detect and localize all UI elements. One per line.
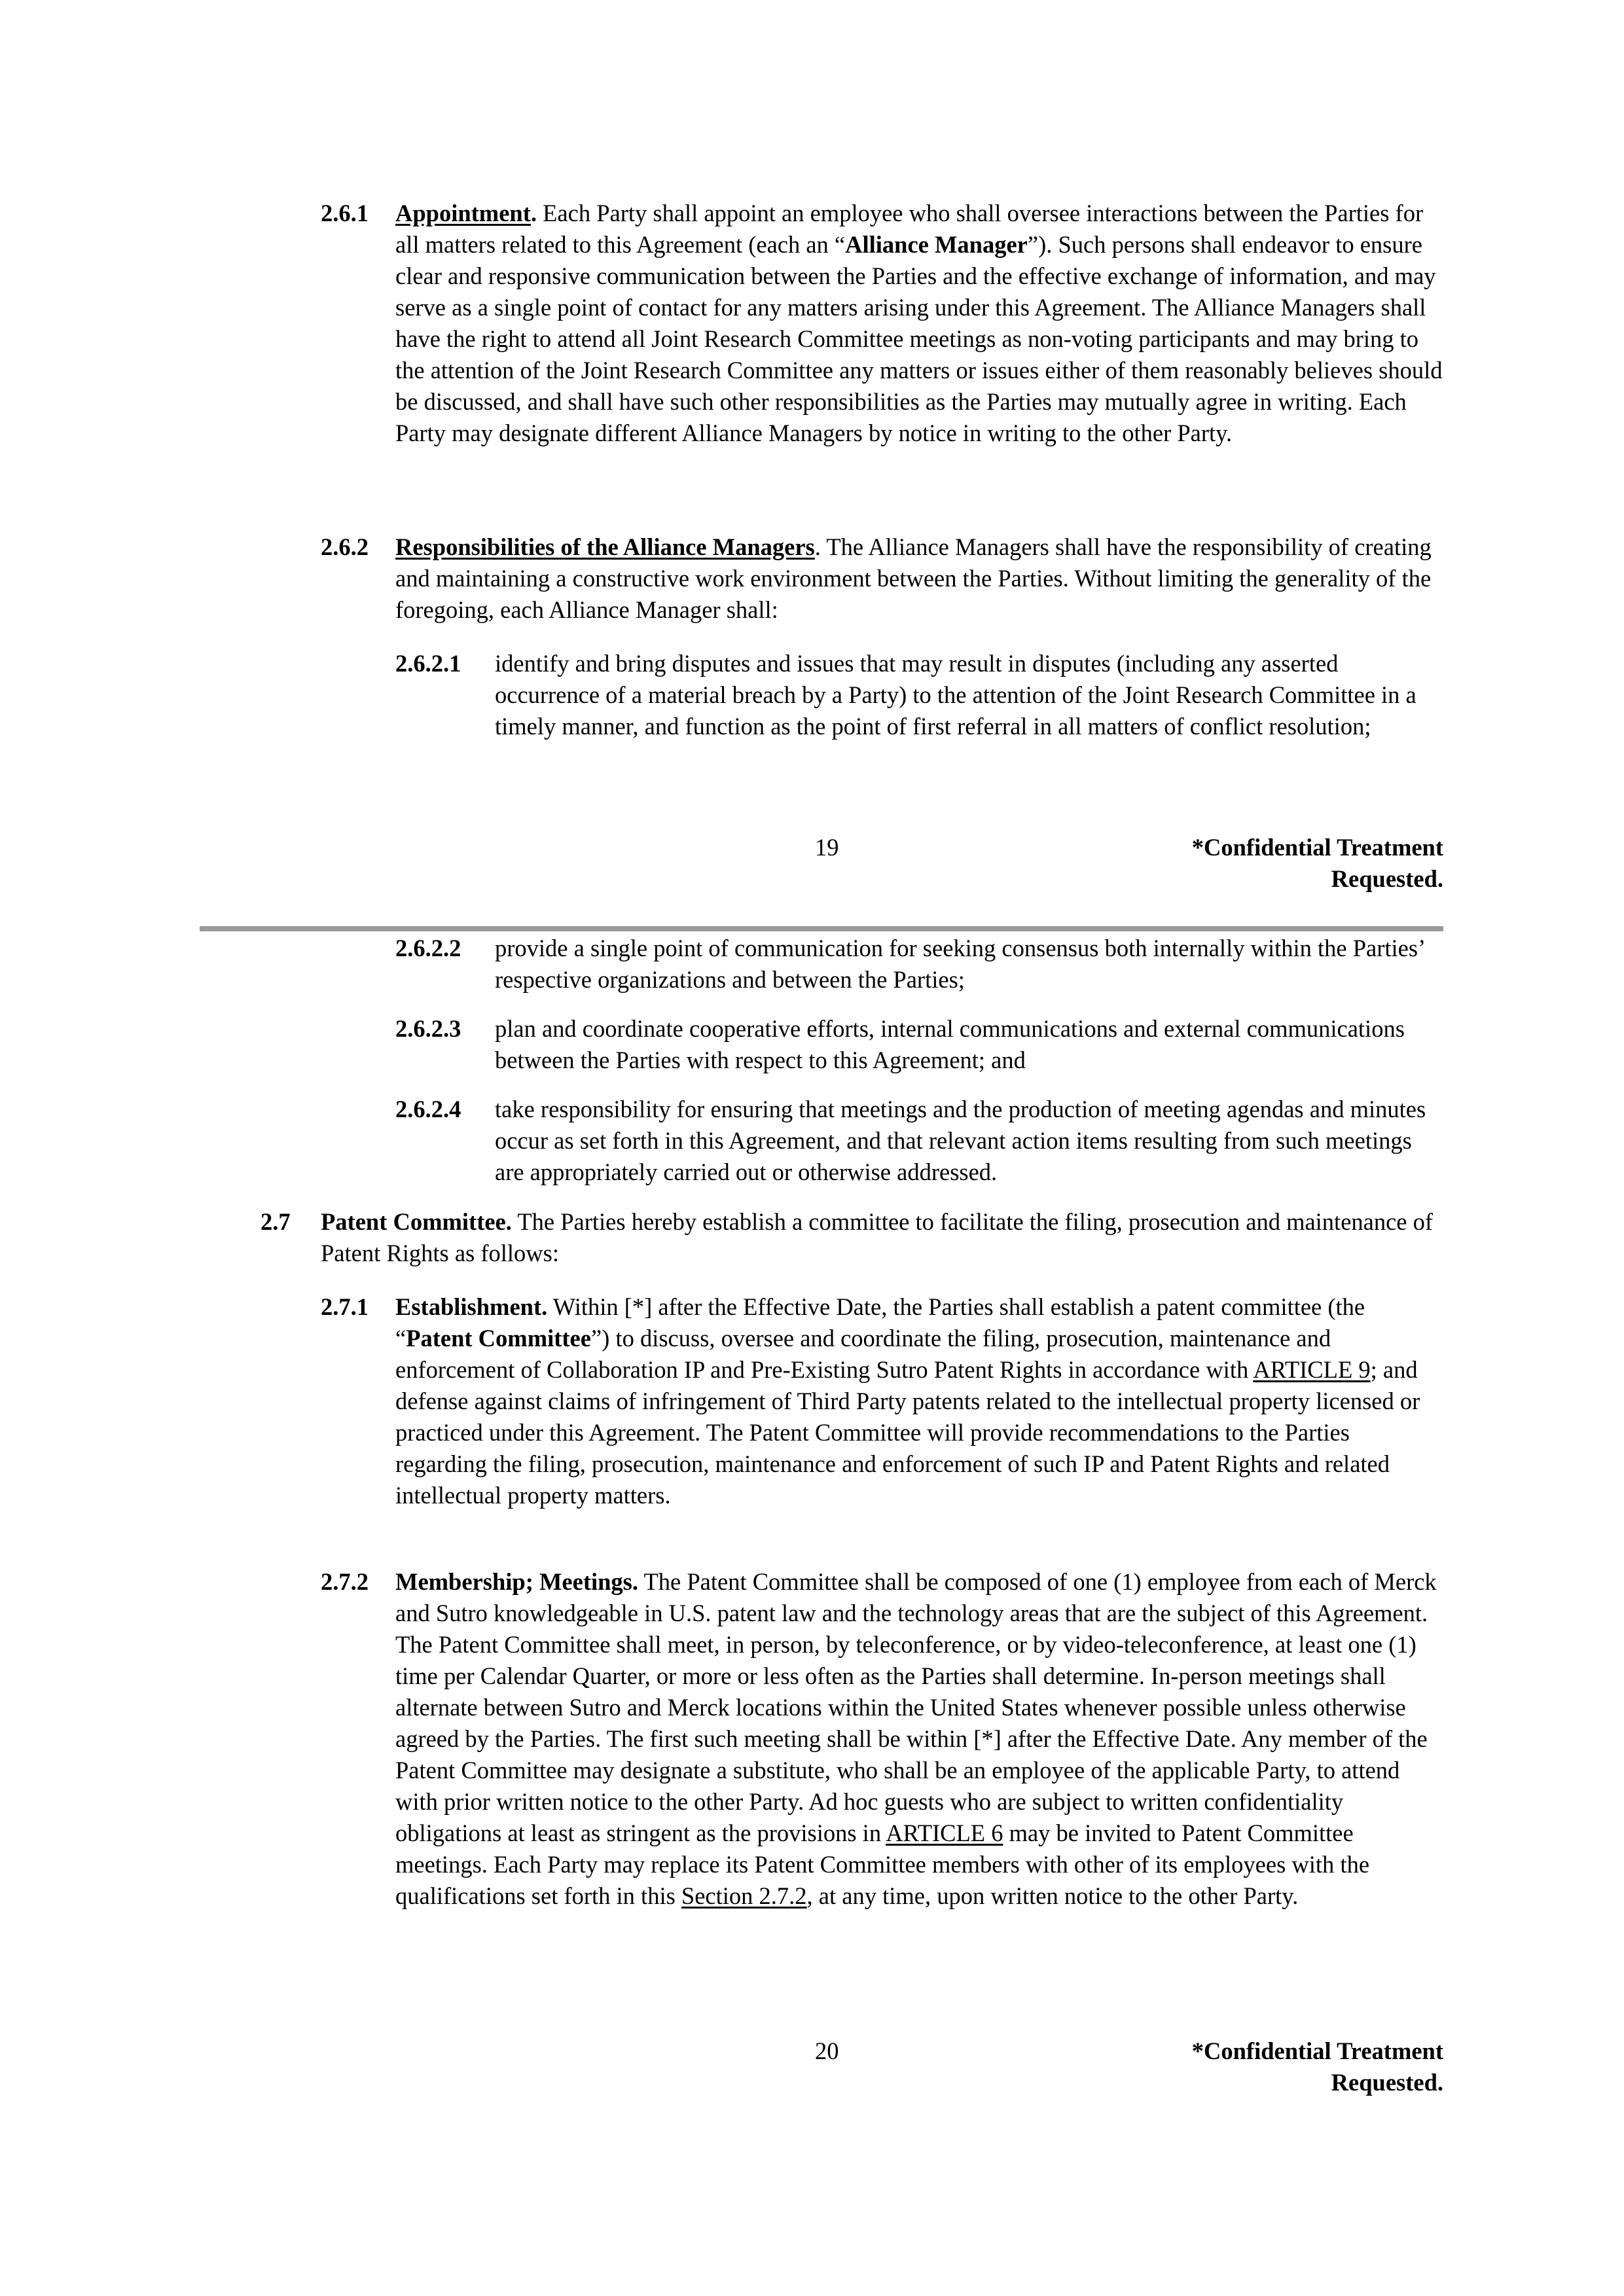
section-body: The Parties hereby establish a committee to facilitate the filing, prosecution and maintenance of Patent Rights as follows: [321,1208,1434,1266]
defined-term: Patent Committee [406,1325,591,1352]
section-heading: Patent Committee. [321,1208,512,1235]
section-2-7-2-link[interactable]: Section 2.7.2 [681,1882,807,1909]
section-heading: Appointment [395,200,531,226]
confidential-line-1: *Confidential Treatment [1191,834,1443,861]
confidential-notice [1051,2036,1443,2098]
section-body-part: Each Party shall appoint an employee who shall oversee interactions between the Parties for all matters related to this Agreement (each an “ [395,200,1424,258]
section-text [395,1291,1443,1511]
section-heading: Establishment. [395,1293,548,1320]
section-number: 2.6.2.2 [395,935,461,961]
page-number: 20 [815,2037,839,2064]
section-number: 2.7 [261,1208,291,1235]
page-number: 19 [815,834,839,861]
section-heading: Membership; Meetings. [395,1568,639,1595]
section-text [395,1566,1443,1912]
section-body: . The Alliance Managers shall have the responsibility of creating and maintaining a constructive work environment between the Parties. Without limiting the generality of the foregoing, each Alliance Manager shall: [395,533,1432,623]
section-number: 2.6.2 [321,533,369,560]
section-text [395,531,1443,626]
section-body-part: Within [*] after the Effective Date, the Parties shall establish a patent committee (the “ [395,1293,1365,1352]
section-number: 2.6.2.1 [395,650,461,677]
article-9-link[interactable]: ARTICLE 9 [1253,1356,1371,1383]
section-text [321,1206,1443,1269]
page-break-divider [200,926,1443,931]
section-heading: Responsibilities of the Alliance Managers [395,533,815,560]
article-6-link[interactable]: ARTICLE 6 [886,1820,1003,1846]
section-body-part: may be invited to Patent Committee meetings. Each Party may replace its Patent Committee members with other of its employees with the qualifications set forth in this [395,1820,1370,1909]
section-text: Appointment. Each Party shall appoint an employee who shall oversee interactions between the Parties for all matters related to this Agreement (each an “Alliance Manager”). Such persons shall endeavor to ensure clear and responsive communication between the Parties and the effective exchange of information, and may serve as a single point of contact for any matters arising under this Agreement. The Alliance Managers shall have the right to attend all Joint Research Committee meetings as non-voting participants and may bring to the attention of the Joint Research Committee any matters or issues either of them reasonably believes should be discussed, and shall have such other responsibilities as the Parties may mutually agree in writing. Each Party may designate different Alliance Managers by notice in writing to the other Party. [395,200,1443,446]
confidential-line-2: Requested. [1331,2069,1443,2096]
section-number: 2.7.2 [321,1568,369,1595]
section-number: 2.6.2.4 [395,1096,461,1122]
section-body: take responsibility for ensuring that meetings and the production of meeting agendas and minutes occur as set forth in this Agreement, and that relevant action items resulting from such meetings are appropriately carried out or otherwise addressed. [495,1096,1426,1185]
confidential-line-1: *Confidential Treatment [1191,2037,1443,2064]
section-body: provide a single point of communication for seeking consensus both internally within the Parties’ respective organizations and between the Parties; [495,935,1424,993]
section-body: plan and coordinate cooperative efforts, internal communications and external communications between the Parties with respect to this Agreement; and [495,1015,1405,1073]
defined-term: Alliance Manager [845,231,1028,258]
section-body-part: ; and defense against claims of infringement of Third Party patents related to the intellectual property licensed or practiced under this Agreement. The Patent Committee will provide recommendations to the Parties regarding the filing, prosecution, maintenance and enforcement of such IP and Patent Rights and related intellectual property matters. [395,1356,1420,1509]
section-number: 2.6.2.3 [395,1015,461,1042]
confidential-line-2: Requested. [1331,865,1443,892]
section-number: 2.7.1 [321,1293,369,1320]
section-body-part: The Patent Committee shall be composed of one (1) employee from each of Merck and Sutro knowledgeable in U.S. patent law and the technology areas that are the subject of this Agreement. The Patent Committee shall meet, in person, by teleconference, or by video-teleconference, at least one (1) time per Calendar Quarter, or more or less often as the Parties shall determine. In-person meetings shall alternate between Sutro and Merck locations within the United States whenever possible unless otherwise agreed by the Parties. The first such meeting shall be within [*] after the Effective Date. Any member of the Patent Committee may designate a substitute, who shall be an employee of the applicable Party, to attend with prior written notice to the other Party. Ad hoc guests who are subject to written confidentiality obligations at least as stringent as the provisions in [395,1568,1437,1846]
confidential-notice [1051,832,1443,895]
section-body-part: ”) to discuss, oversee and coordinate the filing, prosecution, maintenance and enforcement of Collaboration IP and Pre-Existing Sutro Patent Rights in accordance with [395,1325,1331,1383]
section-number: 2.6.1 [321,200,369,226]
section-body-part: ”). Such persons shall endeavor to ensure clear and responsive communication between the Parties and the effective exchange of information, and may serve as a single point of contact for any matters arising under this Agreement. The Alliance Managers shall have the right to attend all Joint Research Committee meetings as non-voting participants and may bring to the attention of the Joint Research Committee any matters or issues either of them reasonably believes should be discussed, and shall have such other responsibilities as the Parties may mutually agree in writing. Each Party may designate different Alliance Managers by notice in writing to the other Party. [395,231,1443,446]
section-body: identify and bring disputes and issues that may result in disputes (including any asserted occurrence of a material breach by a Party) to the attention of the Joint Research Committee in a timely manner, and function as the point of first referral in all matters of conflict resolution; [495,650,1416,740]
section-body-part: , at any time, upon written notice to the other Party. [806,1882,1299,1909]
